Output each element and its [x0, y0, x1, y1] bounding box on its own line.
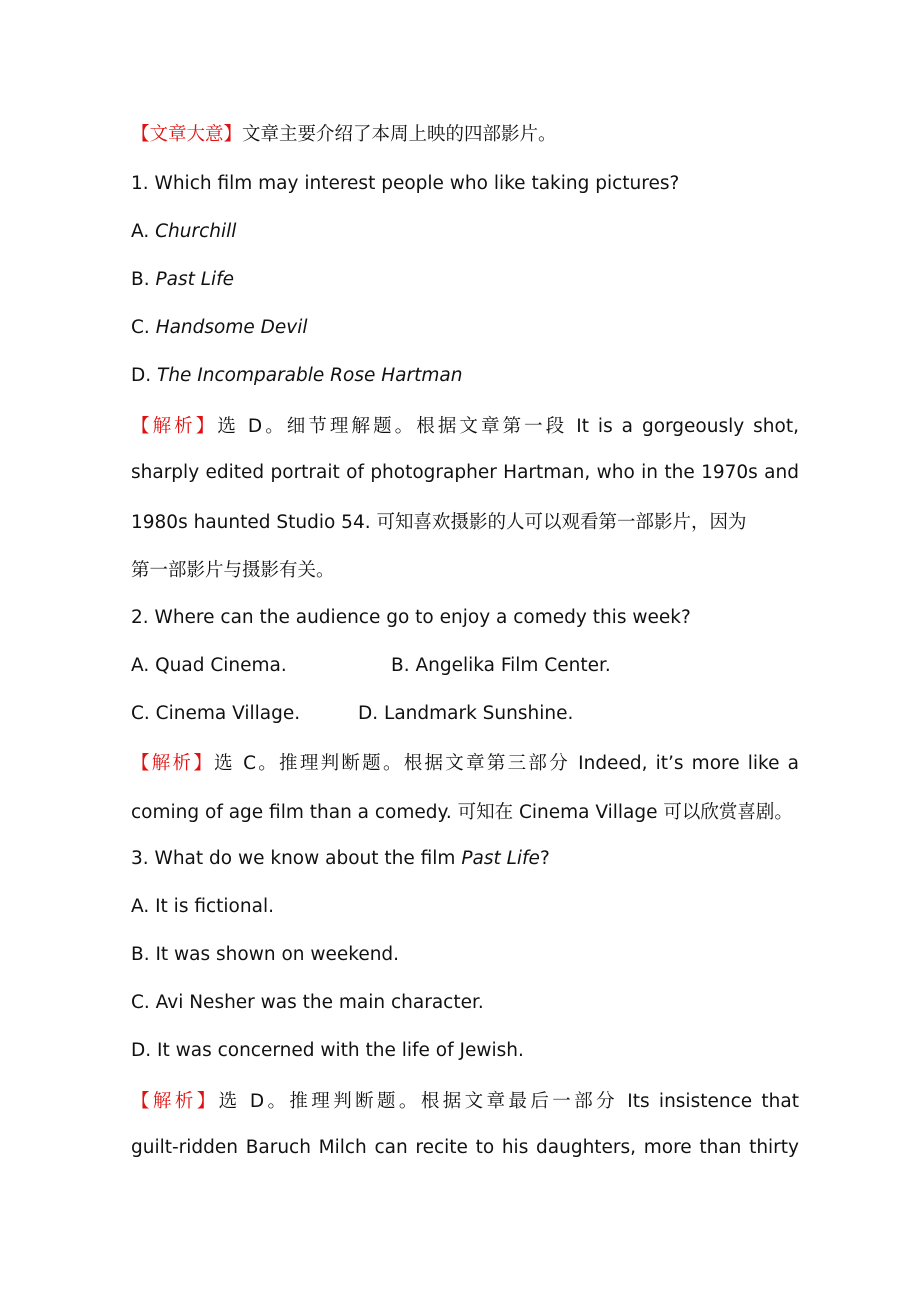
question-2-option-d: D. Landmark Sunshine.	[358, 703, 574, 724]
question-3-option-a: A. It is fictional.	[131, 896, 274, 917]
question-1-option-a: A. Churchill	[131, 221, 237, 242]
question-3-analysis-line-1: 【解析】选 D。推理判断题。根据文章最后一部分 Its insistence that	[131, 1091, 799, 1112]
question-3-analysis-line-2: guilt-ridden Baruch Milch can recite to his daughters, more than thirty	[131, 1137, 799, 1158]
question-1-analysis-line-3: 1980s haunted Studio 54. 可知喜欢摄影的人可以观看第一部影片，因为	[131, 512, 747, 533]
question-3-option-b: B. It was shown on weekend.	[131, 944, 400, 965]
summary-text: 文章主要介绍了本周上映的四部影片。	[242, 124, 557, 145]
question-1-stem: 1. Which film may interest people who like taking pictures?	[131, 173, 680, 194]
question-3-stem: 3. What do we know about the film Past Life?	[131, 848, 550, 869]
question-1-analysis-line-2: sharply edited portrait of photographer Hartman, who in the 1970s and	[131, 462, 799, 483]
question-1-analysis-line-4: 第一部影片与摄影有关。	[131, 560, 335, 581]
question-2-option-b: B. Angelika Film Center.	[391, 655, 611, 676]
summary-line	[131, 120, 557, 150]
question-2-analysis-line-2: coming of age film than a comedy. 可知在 Cinema Village 可以欣赏喜剧。	[131, 802, 793, 823]
question-3-option-d: D. It was concerned with the life of Jewish.	[131, 1040, 524, 1061]
question-1-option-b: B. Past Life	[131, 269, 235, 290]
question-1-option-c: C. Handsome Devil	[131, 317, 308, 338]
question-2-option-c: C. Cinema Village.	[131, 703, 301, 724]
analysis-tag: 【解析】	[131, 753, 215, 774]
question-2-stem: 2. Where can the audience go to enjoy a comedy this week?	[131, 607, 691, 628]
analysis-tag: 【解析】	[131, 416, 218, 437]
question-1-option-d: D. The Incomparable Rose Hartman	[131, 365, 463, 386]
analysis-tag: 【解析】	[131, 1091, 219, 1112]
question-1-analysis-line-1: 【解析】选 D。细节理解题。根据文章第一段 It is a gorgeously shot,	[131, 416, 799, 437]
question-2-analysis-line-1: 【解析】选 C。推理判断题。根据文章第三部分 Indeed, it’s more like a	[131, 753, 799, 774]
question-2-option-a: A. Quad Cinema.	[131, 655, 287, 676]
question-3-option-c: C. Avi Nesher was the main character.	[131, 992, 484, 1013]
summary-tag: 【文章大意】	[131, 124, 243, 145]
